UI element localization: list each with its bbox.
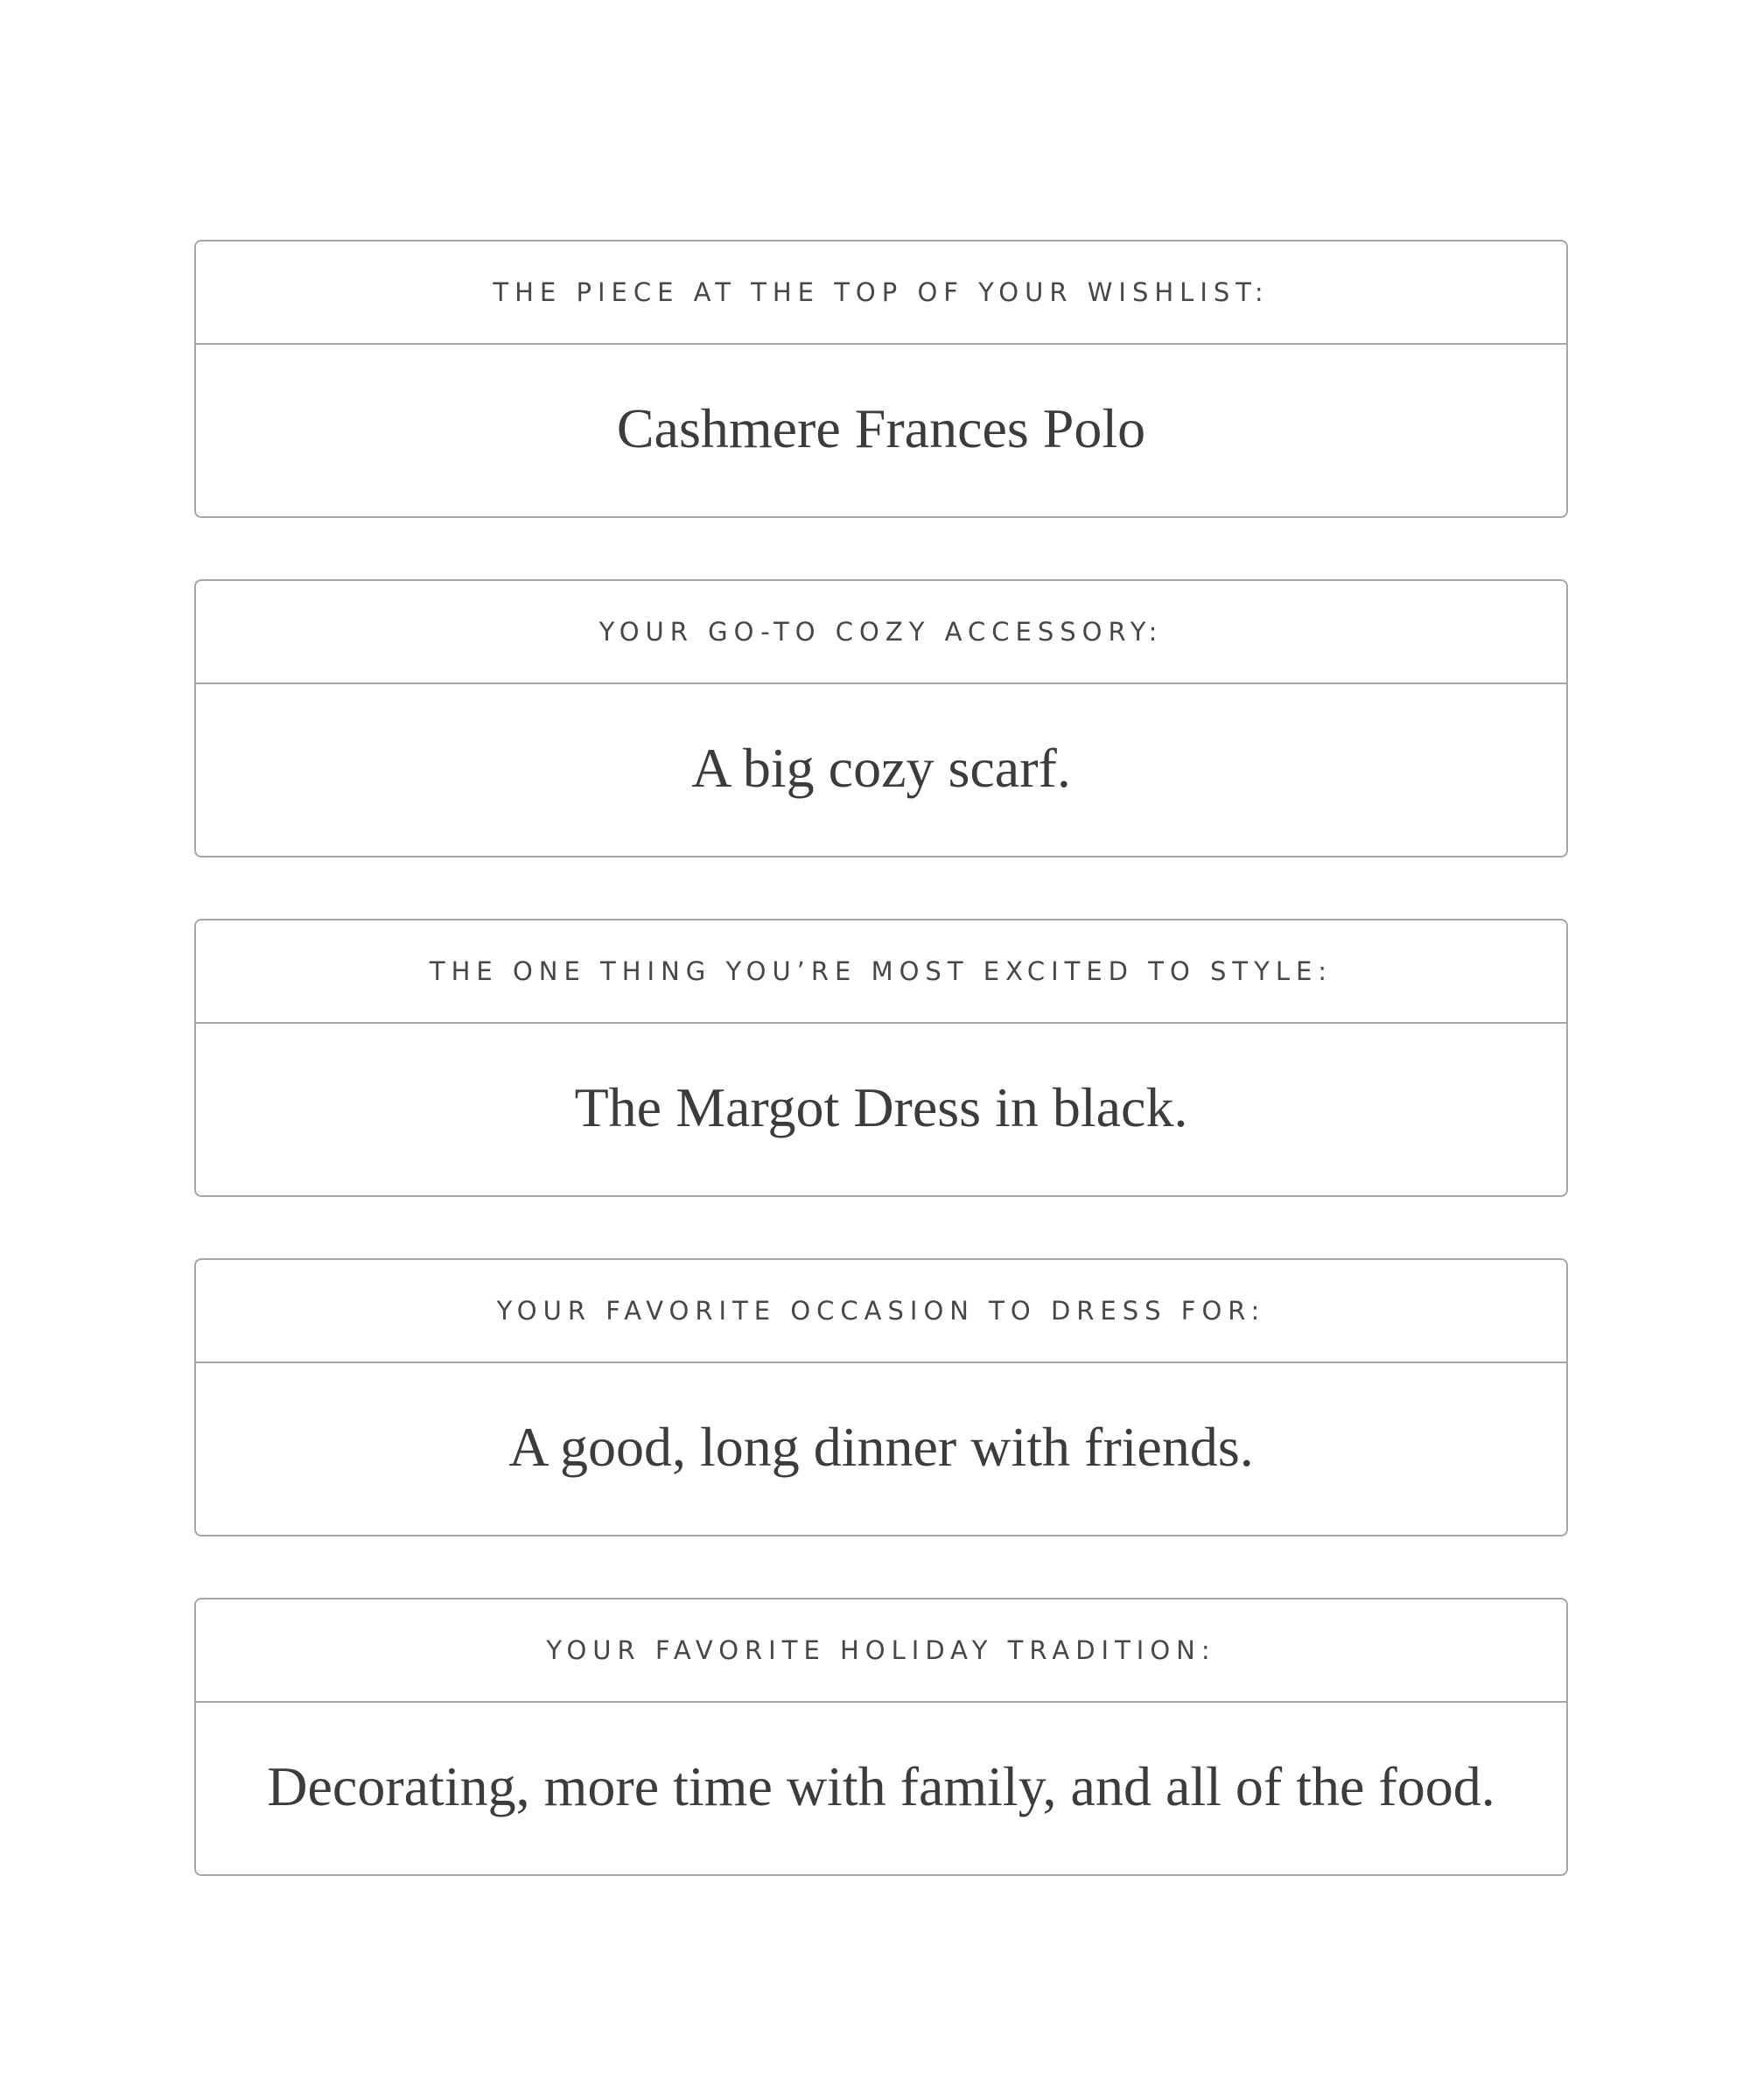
qa-card-excited-to-style bbox=[194, 919, 1568, 1197]
question-label: YOUR FAVORITE OCCASION TO DRESS FOR: bbox=[196, 1260, 1566, 1363]
answer-text: A good, long dinner with friends. bbox=[508, 1416, 1254, 1478]
answer-text: The Margot Dress in black. bbox=[574, 1076, 1188, 1138]
qa-card-list bbox=[194, 240, 1568, 1937]
question-label: YOUR GO-TO COZY ACCESSORY: bbox=[196, 581, 1566, 684]
qa-card-cozy-accessory bbox=[194, 579, 1568, 858]
question-label: THE PIECE AT THE TOP OF YOUR WISHLIST: bbox=[196, 242, 1566, 345]
question-label: YOUR FAVORITE HOLIDAY TRADITION: bbox=[196, 1600, 1566, 1703]
qa-card-wishlist bbox=[194, 240, 1568, 518]
answer-text: Decorating, more time with family, and all of the food. bbox=[267, 1755, 1495, 1817]
qa-card-holiday-tradition bbox=[194, 1598, 1568, 1876]
question-label: THE ONE THING YOU’RE MOST EXCITED TO STYLE: bbox=[196, 920, 1566, 1024]
answer-text: A big cozy scarf. bbox=[691, 737, 1071, 799]
qa-card-favorite-occasion bbox=[194, 1258, 1568, 1536]
answer-text: Cashmere Frances Polo bbox=[616, 397, 1146, 459]
